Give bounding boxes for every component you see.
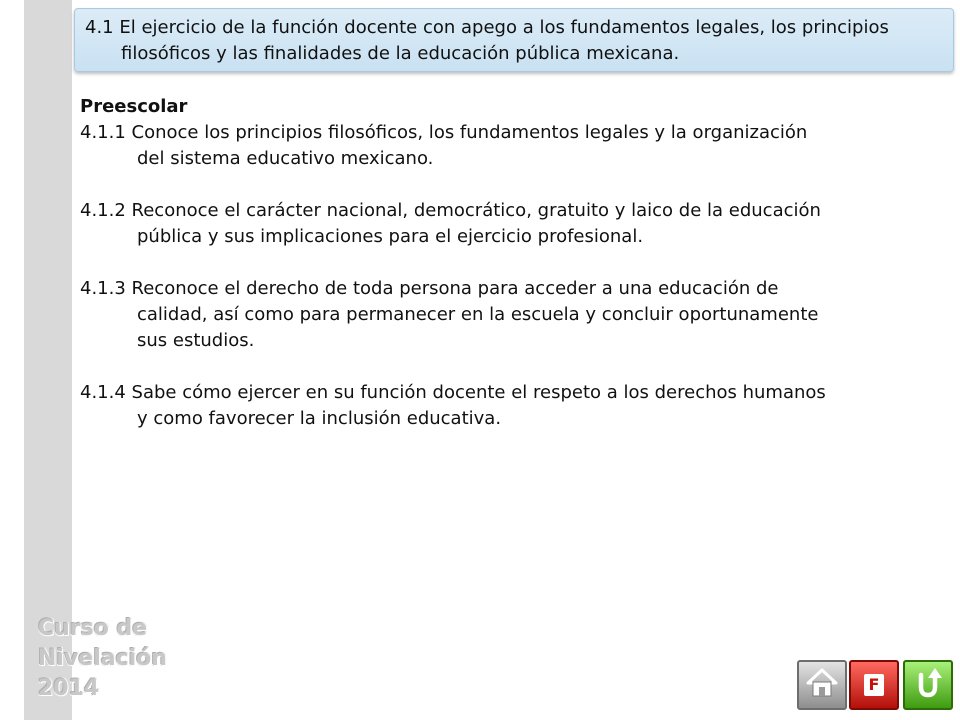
item-first-line: 4.1.1 Conoce los principios filosóficos, los fundamentos legales y la organización: [80, 122, 808, 143]
content-area: [80, 94, 920, 458]
header-line-2: filosóficos y las finalidades de la educación pública mexicana.: [121, 43, 680, 64]
f-button[interactable]: [849, 660, 899, 710]
course-watermark: [38, 614, 167, 704]
f-label: F: [864, 674, 884, 696]
list-item: [80, 198, 920, 250]
item-first-line: 4.1.3 Reconoce el derecho de toda persona para acceder a una educación de: [80, 278, 779, 299]
home-icon: [804, 665, 840, 705]
left-sidebar-bar: [24, 0, 72, 720]
watermark-line: Nivelación: [38, 646, 167, 671]
watermark-line: 2014: [38, 676, 100, 701]
item-first-line: 4.1.4 Sabe cómo ejercer en su función docente el respeto a los derechos humanos: [80, 382, 826, 403]
item-continuation: del sistema educativo mexicano.: [137, 148, 434, 169]
list-item: [80, 380, 920, 432]
objective-header: [74, 8, 954, 72]
section-title: Preescolar: [80, 96, 188, 117]
item-continuation: sus estudios.: [137, 330, 255, 351]
item-first-line: 4.1.2 Reconoce el carácter nacional, democrático, gratuito y laico de la educación: [80, 200, 821, 221]
item-continuation: y como favorecer la inclusión educativa.: [137, 408, 502, 429]
item-continuation: calidad, así como para permanecer en la escuela y concluir oportunamente: [137, 304, 819, 325]
watermark-line: Curso de: [38, 616, 148, 641]
home-button[interactable]: [797, 660, 847, 710]
header-line-1: 4.1 El ejercicio de la función docente con apego a los fundamentos legales, los principios: [85, 17, 889, 38]
list-item: [80, 120, 920, 172]
item-continuation: pública y sus implicaciones para el ejercicio profesional.: [137, 226, 644, 247]
list-item: [80, 276, 920, 354]
u-turn-arrow-icon: [910, 665, 946, 705]
return-button[interactable]: [903, 660, 953, 710]
